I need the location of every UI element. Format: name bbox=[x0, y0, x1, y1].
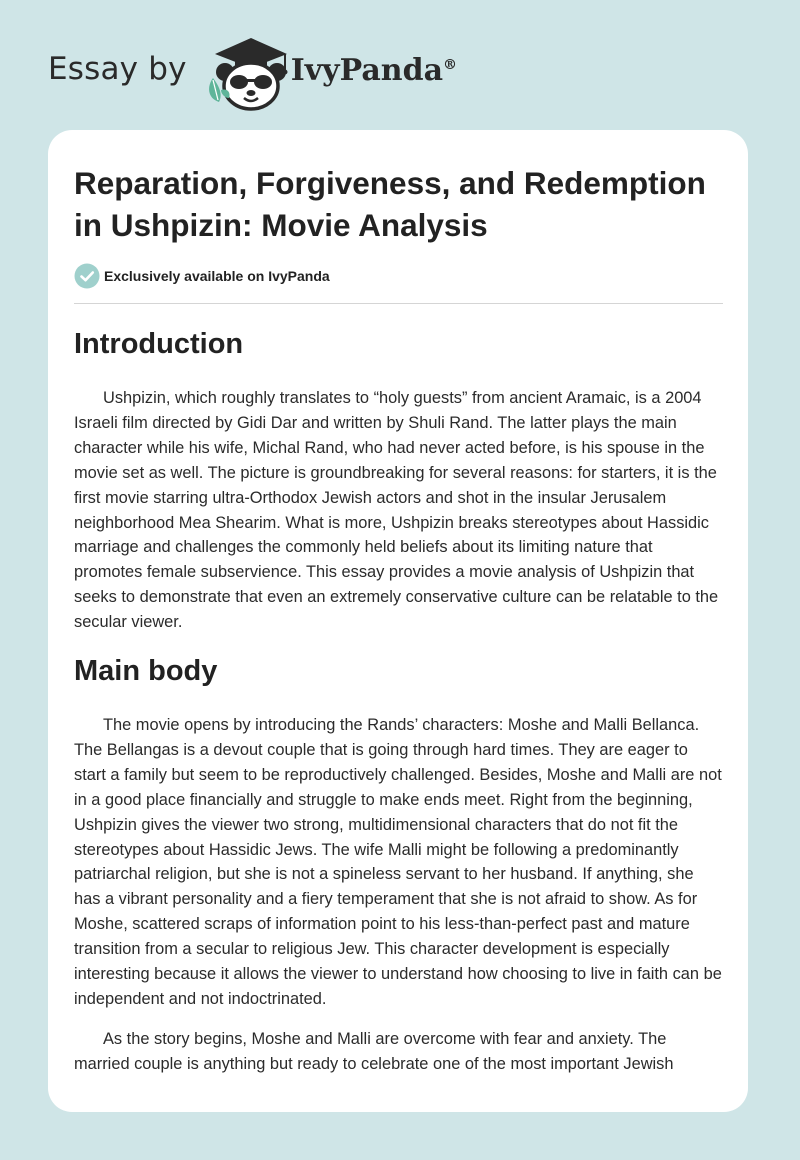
check-circle-icon bbox=[74, 263, 100, 289]
exclusive-label: Exclusively available on IvyPanda bbox=[104, 268, 330, 284]
introduction-paragraph: Ushpizin, which roughly translates to “holy guests” from ancient Aramaic, is a 2004 Israeli film directed by Gidi Dar and written by Shuli Rand. The latter plays the main character while his wife, Michal Rand, who had never acted before, is his spouse in the movie set as well. The picture is groundbreaking for several reasons: for starters, it is the first movie starring ultra-Orthodox Jewish actors and shot in the insular Jerusalem neighborhood Mea Shearim. What is more, Ushpizin breaks stereotypes about Hassidic marriage and challenges the commonly held beliefs about its limiting nature that promotes female subservience. This essay provides a movie analysis of Ushpizin that seeks to demonstrate that even an extremely conservative culture can be relatable to the secular viewer. bbox=[74, 389, 719, 632]
ivypanda-name: IvyPanda bbox=[290, 52, 444, 88]
title-divider bbox=[74, 303, 723, 304]
section-heading-main-body: Main body bbox=[74, 655, 218, 687]
ivypanda-wordmark bbox=[291, 53, 457, 88]
section-heading-introduction: Introduction bbox=[74, 328, 244, 360]
essay-by-label: Essay by bbox=[48, 51, 187, 87]
main-body-paragraph: The movie opens by introducing the Rands’ characters: Moshe and Malli Bellanca. The Bellangas is a devout couple that is going through hard times. They are eager to start a family but seem to be reproductively challenged. Besides, Moshe and Malli are not in a good place financially and struggle to make ends meet. Right from the beginning, Ushpizin gives the viewer two strong, multidimensional characters that do not fit the stereotypes about Hassidic Jews. The wife Malli might be following a predominantly patriarchal religion, but she is not a spineless servant to her husband. If anything, she has a vibrant personality and a fiery temperament that she is not afraid to show. As for Moshe, scattered scraps of information point to his less-than-perfect past and mature transition from a secular to religious Jew. This character development is especially interesting because it allows the viewer to understand how choosing to live in faith can be independent and not indoctrinated. bbox=[74, 716, 722, 1008]
registered-mark: ® bbox=[443, 56, 458, 73]
main-body-paragraph: As the story begins, Moshe and Malli are overcome with fear and anxiety. The married couple is anything but ready to celebrate one of the most important Jewish bbox=[74, 1030, 674, 1073]
article-card bbox=[48, 130, 748, 1112]
article-title: Reparation, Forgiveness, and Redemption in Ushpizin: Movie Analysis bbox=[74, 165, 706, 243]
exclusive-badge bbox=[74, 263, 330, 289]
site-header-logo[interactable] bbox=[48, 32, 457, 112]
ivypanda-panda-icon bbox=[201, 32, 297, 112]
